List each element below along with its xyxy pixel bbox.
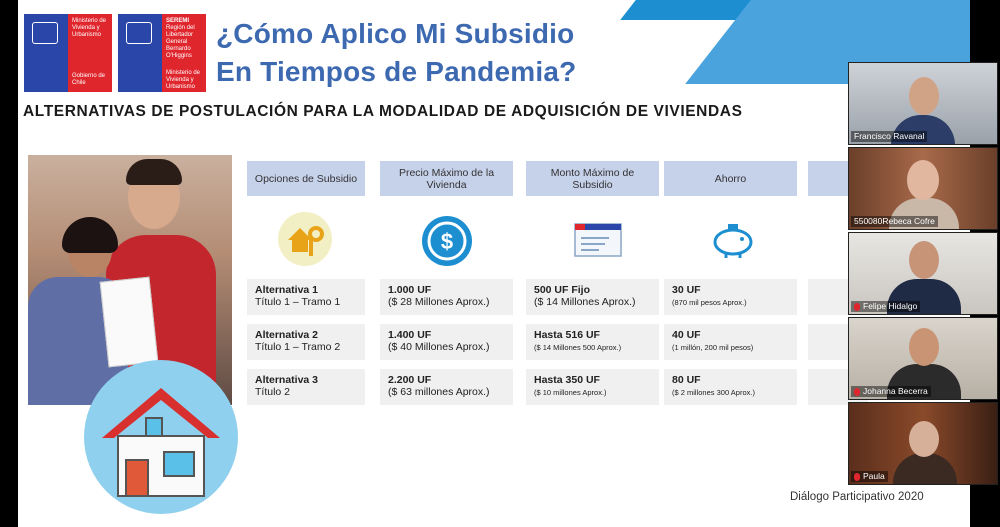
table-cell-opcion: Alternativa 2 Título 1 – Tramo 2 bbox=[247, 324, 365, 360]
table-cell-ahorro: 30 UF (870 mil pesos Aprox.) bbox=[664, 279, 797, 315]
table-cell-precio: 2.200 UF ($ 63 millones Aprox.) bbox=[380, 369, 513, 405]
crest-icon bbox=[32, 22, 58, 44]
muted-mic-icon bbox=[854, 473, 860, 481]
table-cell-monto: Hasta 516 UF ($ 14 Millones 500 Aprox.) bbox=[526, 324, 659, 360]
participant-tile[interactable] bbox=[848, 62, 998, 145]
participant-name: Felipe Hidalgo bbox=[851, 301, 920, 312]
table-header-precio: Precio Máximo de la Vivienda bbox=[380, 161, 513, 196]
table-cell-ahorro: 80 UF ($ 2 millones 300 Aprox.) bbox=[664, 369, 797, 405]
shared-slide bbox=[18, 0, 970, 527]
slide-footer: Diálogo Participativo 2020 bbox=[790, 491, 924, 503]
house-icon bbox=[84, 360, 238, 514]
participant-tile[interactable] bbox=[848, 232, 998, 315]
participant-tile[interactable] bbox=[848, 402, 998, 485]
table-cell-opcion: Alternativa 3 Título 2 bbox=[247, 369, 365, 405]
table-cell-monto: 500 UF Fijo ($ 14 Millones Aprox.) bbox=[526, 279, 659, 315]
muted-mic-icon bbox=[854, 388, 860, 396]
dollar-coin-icon bbox=[418, 212, 476, 270]
table-cell-ahorro: 40 UF (1 millón, 200 mil pesos) bbox=[664, 324, 797, 360]
table-header-ahorro: Ahorro bbox=[664, 161, 797, 196]
slide-title-line-1: ¿Cómo Aplico Mi Subsidio bbox=[216, 18, 575, 49]
table-cell-precio: 1.000 UF ($ 28 Millones Aprox.) bbox=[380, 279, 513, 315]
table-cell-opcion: Alternativa 1 Título 1 – Tramo 1 bbox=[247, 279, 365, 315]
muted-mic-icon bbox=[854, 303, 860, 311]
ministry-logo bbox=[24, 14, 112, 92]
slide-title-line-2: En Tiempos de Pandemia? bbox=[216, 56, 577, 87]
table-cell-precio: 1.400 UF ($ 40 Millones Aprox.) bbox=[380, 324, 513, 360]
participant-name: 550080Rebeca Cofre bbox=[851, 216, 938, 227]
participant-name: Francisco Ravanal bbox=[851, 131, 927, 142]
svg-text:$: $ bbox=[440, 229, 454, 254]
check-document-icon bbox=[569, 212, 627, 270]
participant-tile[interactable] bbox=[848, 317, 998, 400]
seremi-logo bbox=[118, 14, 206, 92]
seremi-logo-text: SEREMI Región del Libertador General Bernardo O'Higgins Ministerio de Vivienda y Urbanismo bbox=[162, 14, 206, 92]
crest-icon bbox=[126, 22, 152, 44]
table-cell-monto: Hasta 350 UF ($ 10 millones Aprox.) bbox=[526, 369, 659, 405]
table-header-opciones: Opciones de Subsidio bbox=[247, 161, 365, 196]
house-key-icon bbox=[276, 210, 334, 268]
piggy-bank-icon bbox=[704, 212, 762, 270]
slide-subheading: ALTERNATIVAS DE POSTULACIÓN PARA LA MODALIDAD DE ADQUISICIÓN DE VIVIENDAS bbox=[23, 103, 743, 120]
ministry-logo-text: Ministerio de Vivienda y Urbanismo Gobierno de Chile bbox=[68, 14, 112, 92]
participant-name: Paula bbox=[851, 471, 888, 482]
table-header-monto: Monto Máximo de Subsidio bbox=[526, 161, 659, 196]
participant-name: Johanna Becerra bbox=[851, 386, 931, 397]
participant-tile[interactable] bbox=[848, 147, 998, 230]
